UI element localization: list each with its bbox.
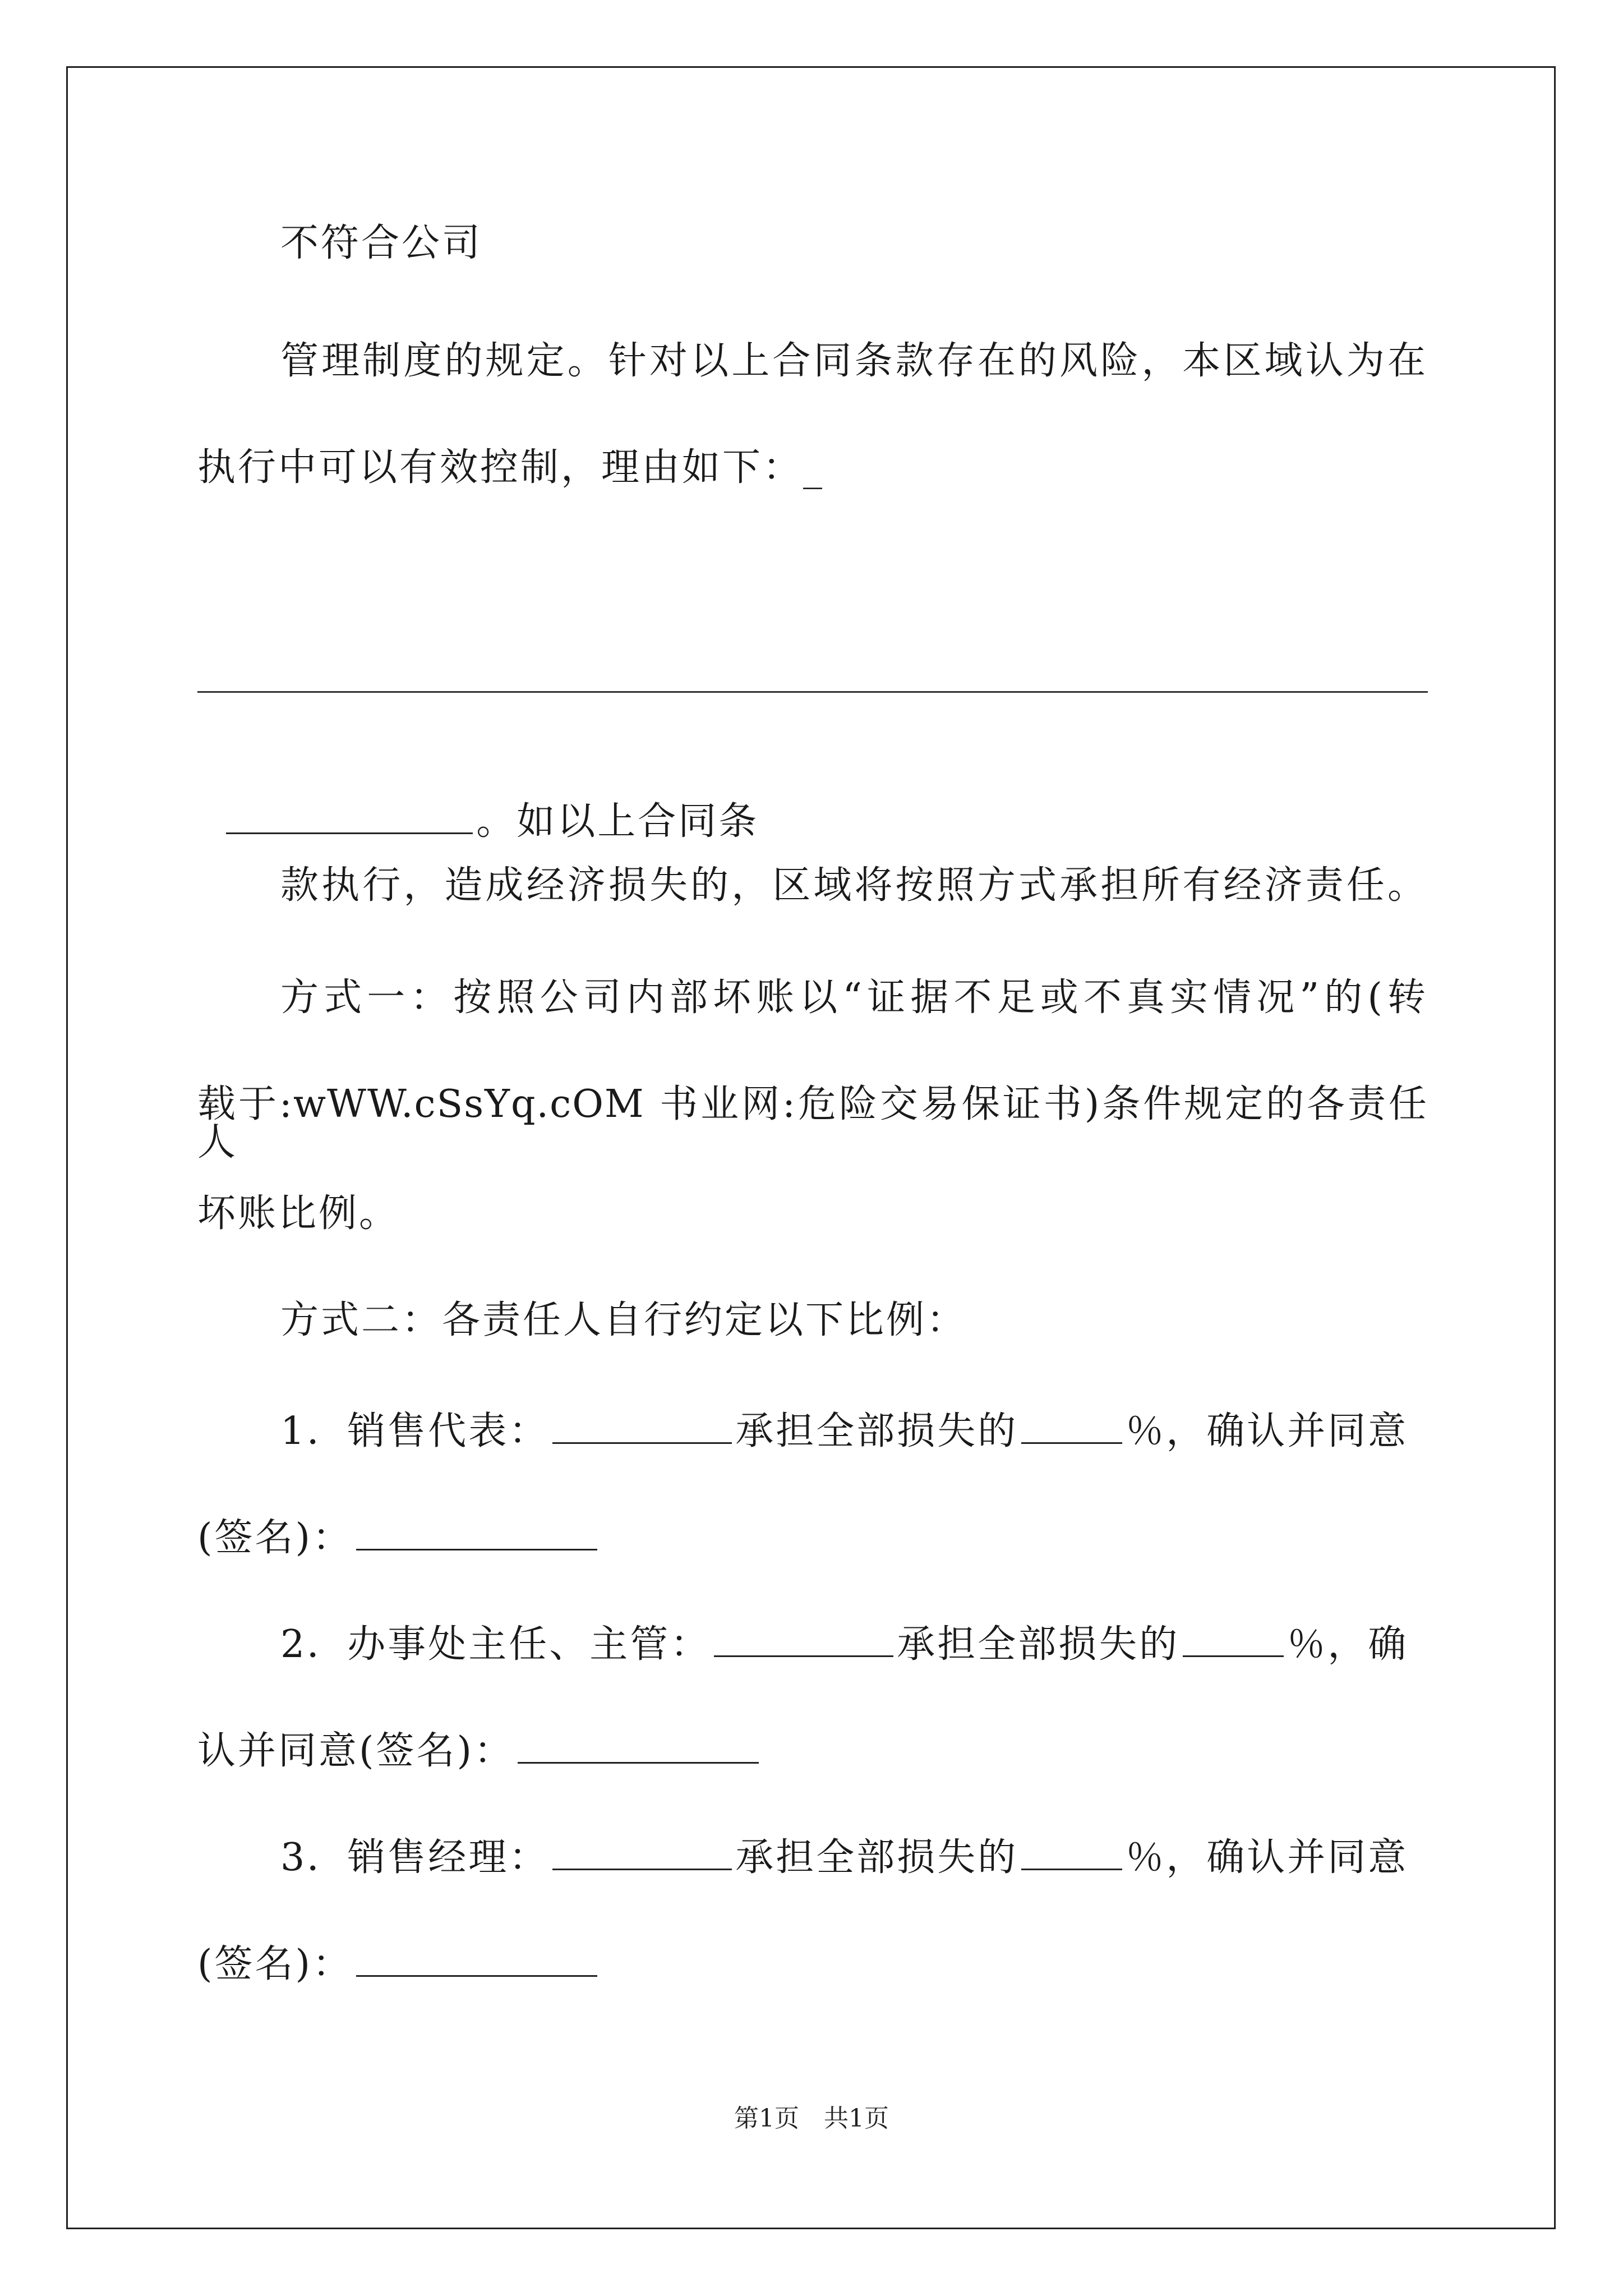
- item-2-line-1: [280, 1621, 1409, 1667]
- item-3-name-blank[interactable]: [552, 1834, 732, 1870]
- paragraph-5-line-2: 载于:wWW.cSsYq.cOM 书业网:危险交易保证书)条件规定的各责任人: [197, 1082, 1428, 1165]
- item-2-tail: ％，确: [1287, 1622, 1409, 1667]
- item-2-sign-label: 认并同意(签名)：: [197, 1729, 515, 1774]
- paragraph-2-line-1: 管理制度的规定。针对以上合同条款存在的风险，本区域认为在: [280, 339, 1428, 383]
- item-1-signature-blank[interactable]: [356, 1515, 597, 1550]
- item-1-line-1: [280, 1408, 1409, 1454]
- item-2-mid: 承担全部损失的: [897, 1622, 1180, 1667]
- item-3-line-1: [280, 1834, 1409, 1880]
- item-3-mid: 承担全部损失的: [735, 1835, 1018, 1880]
- page-footer: 第1页 共1页: [734, 2104, 889, 2133]
- item-3-line-2: [197, 1941, 601, 1987]
- item-1-line-2: [197, 1515, 601, 1561]
- item-2-name-blank[interactable]: [714, 1621, 893, 1657]
- paragraph-5-line-3: 坏账比例。: [197, 1191, 400, 1236]
- paragraph-5-line-1: 方式一：按照公司内部坏账以“证据不足或不真实情况”的(转: [280, 976, 1428, 1020]
- item-1-mid: 承担全部损失的: [735, 1409, 1018, 1454]
- item-2-signature-blank[interactable]: [518, 1728, 759, 1764]
- item-2-label: 2．办事处主任、主管：: [280, 1622, 711, 1667]
- item-1-name-blank[interactable]: [552, 1408, 732, 1444]
- item-3-tail: ％，确认并同意: [1126, 1835, 1409, 1880]
- paragraph-3: [197, 760, 759, 844]
- item-3-sign-label: (签名)：: [197, 1942, 353, 1987]
- item-1-tail: ％，确认并同意: [1126, 1409, 1409, 1454]
- paragraph-2-line-2: 执行中可以有效控制，理由如下：_: [197, 445, 825, 490]
- item-3-label: 3．销售经理：: [280, 1835, 550, 1880]
- paragraph-6: 方式二：各责任人自行约定以下比例：: [280, 1298, 967, 1342]
- item-3-signature-blank[interactable]: [356, 1941, 597, 1977]
- item-1-sign-label: (签名)：: [197, 1516, 353, 1561]
- item-1-label: 1．销售代表：: [280, 1409, 550, 1454]
- paragraph-1: 不符合公司: [280, 221, 483, 265]
- item-2-percent-blank[interactable]: [1183, 1621, 1284, 1657]
- item-1-percent-blank[interactable]: [1021, 1408, 1122, 1444]
- item-3-percent-blank[interactable]: [1021, 1834, 1122, 1870]
- blank-line[interactable]: [226, 798, 473, 834]
- paragraph-3-text: 。如以上合同条: [476, 799, 759, 844]
- paragraph-4: 款执行，造成经济损失的，区域将按照方式承担所有经济责任。: [280, 863, 1428, 908]
- item-2-line-2: [197, 1728, 762, 1774]
- fill-in-rule: [197, 691, 1428, 693]
